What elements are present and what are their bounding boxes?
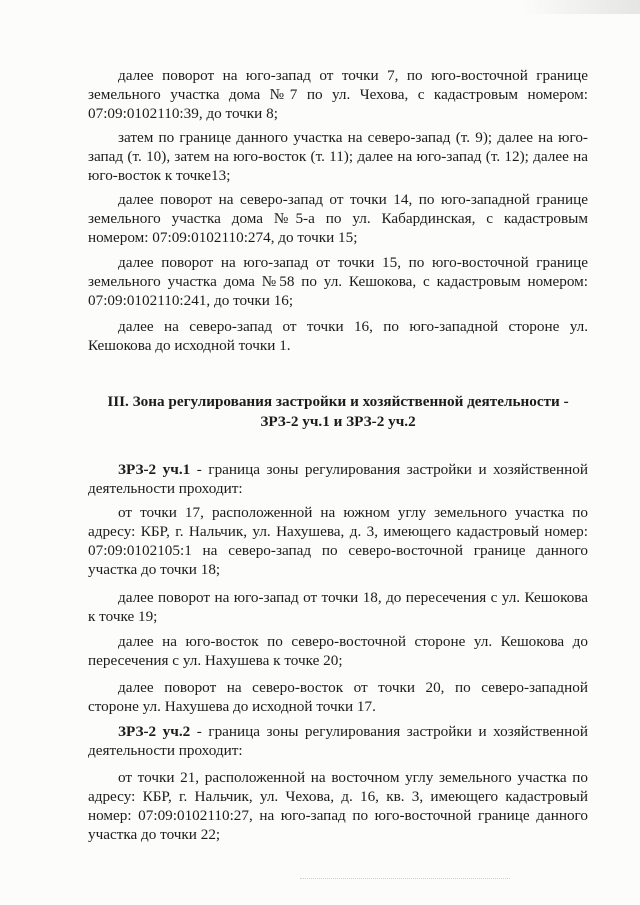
section-heading-line2: ЗРЗ-2 уч.1 и ЗРЗ-2 уч.2	[260, 413, 416, 430]
scan-corner-mark	[520, 0, 640, 14]
paragraph-top-1: далее поворот на юго-запад от точки 7, по юго-восточной границе земельного участка дома №7 по ул. Чехова, с кадастровым номером: 07:09:0102110:39, до точки 8;	[88, 67, 588, 122]
zone1-paragraph-1: от точки 17, расположенной на южном углу земельного участка по адресу: КБР, г. Нальчик, ул. Нахушева, д. 3, имеющего кадастровый номер: 07:09:0102105:1 на северо-запад по северо-восточной границе данного участка до точки 18;	[88, 504, 588, 578]
zone1-paragraph-2: далее поворот на юго-запад от точки 18, до пересечения с ул. Кешокова к точке 19;	[88, 589, 588, 625]
zone2-label: ЗРЗ-2 уч.2	[118, 723, 191, 740]
zone1-paragraph-4: далее поворот на северо-восток от точки 20, по северо-западной стороне ул. Нахушева до исходной точки 17.	[88, 679, 588, 715]
section-heading	[88, 392, 588, 432]
zone1-label: ЗРЗ-2 уч.1	[118, 461, 191, 478]
zone1-paragraph-3: далее на юго-восток по северо-восточной стороне ул. Кешокова до пересечения с ул. Нахушева к точке 20;	[88, 633, 588, 669]
zone2-intro	[88, 722, 588, 760]
section-heading-line1: III. Зона регулирования застройки и хозяйственной деятельности -	[107, 393, 569, 410]
paragraph-top-5: далее на северо-запад от точки 16, по юго-западной стороне ул. Кешокова до исходной точки 1.	[88, 318, 588, 354]
zone1-intro-text: - граница зоны регулирования застройки и хозяйственной деятельности проходит:	[88, 461, 588, 497]
zone1-intro	[88, 460, 588, 498]
paragraph-top-4: далее поворот на юго-запад от точки 15, по юго-восточной границе земельного участка дома №58 по ул. Кешокова, с кадастровым номером: 07:09:0102110:241, до точки 16;	[88, 254, 588, 309]
zone2-paragraph-1: от точки 21, расположенной на восточном углу земельного участка по адресу: КБР, г. Нальчик, ул. Чехова, д. 16, кв. 3, имеющего кадастровый номер: 07:09:0102110:27, на юго-запад по юго-восточной границе данного участка до точки 22;	[88, 769, 588, 843]
scan-bottom-noise	[300, 878, 510, 889]
paragraph-top-3: далее поворот на северо-запад от точки 14, по юго-западной границе земельного участка дома №5-а по ул. Кабардинская, с кадастровым номером: 07:09:0102110:274, до точки 15;	[88, 191, 588, 246]
paragraph-top-2: затем по границе данного участка на северо-запад (т. 9); далее на юго-запад (т. 10), затем на юго-восток (т. 11); далее на юго-запад (т. 12); далее на юго-восток к точке13;	[88, 129, 588, 184]
zone2-intro-text: - граница зоны регулирования застройки и хозяйственной деятельности проходит:	[88, 723, 588, 759]
